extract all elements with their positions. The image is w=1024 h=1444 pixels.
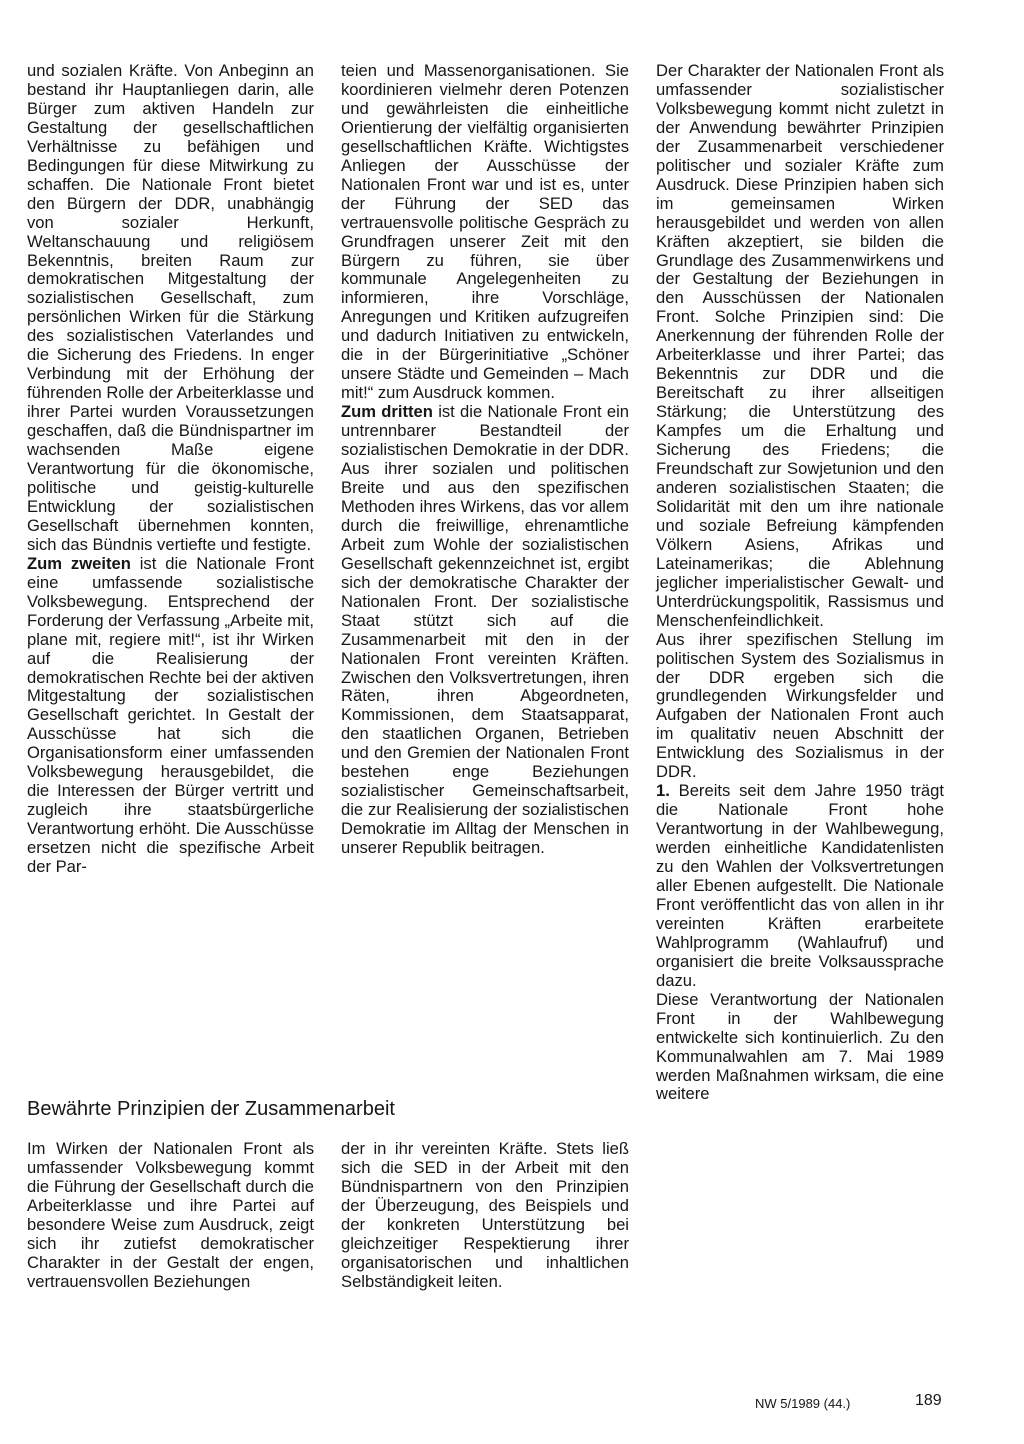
column-3 bbox=[656, 62, 944, 1104]
paragraph: Im Wirken der Nationalen Front als umfassender Volksbewegung kommt die Führung der Gesellschaft durch die Arbeiterklasse und ihre Partei auf besondere Weise zum Ausdruck, zeigt sich ihr zutiefst demokratischer Charakter in der Gestalt der engen, vertrauensvollen Beziehungen bbox=[27, 1139, 314, 1291]
column-4 bbox=[27, 1140, 314, 1292]
journal-reference: NW 5/1989 (44.) bbox=[755, 1396, 851, 1411]
bold-lead: 1. bbox=[656, 781, 670, 801]
page-number: 189 bbox=[915, 1392, 942, 1409]
column-2 bbox=[341, 62, 629, 858]
section-heading: Bewährte Prinzipien der Zusammenarbeit bbox=[27, 1098, 395, 1120]
paragraph: und sozialen Kräfte. Von Anbeginn an bestand ihr Hauptanliegen darin, alle Bürger zum aktiven Handeln zur Gestaltung der gesellschaftlichen Verhältnisse zu befähigen und Bedingungen für diese Mitwirkung zu schaffen. Die Nationale Front bietet den Bürgern der DDR, unabhängig von sozialer Herkunft, Weltanschauung und religiösem Bekenntnis, breiten Raum zur demokratischen Mitgestaltung der sozialistischen Gesellschaft, zum persönlichen Wirken für die Stärkung des sozialistischen Vaterlandes und die Sicherung des Friedens. In enger Verbindung mit der Erhöhung der führenden Rolle der Arbeiterklasse und ihrer Partei wurden Voraussetzungen geschaffen, daß die Bündnispartner im wachsenden Maße eigene Verantwortung für die ökonomische, politische und geistig-kulturelle Entwicklung der sozialistischen Gesellschaft übernehmen konnten, sich das Bündnis vertiefte und festigte. bbox=[27, 61, 314, 554]
paragraph: Zum dritten ist die Nationale Front ein untrennbarer Bestandteil der sozialistischen Demokratie in der DDR. Aus ihrer sozialen und politischen Breite und aus den spezifischen Methoden ihres Wirkens, das vor allem durch die freiwillige, ehrenamtliche Arbeit zum Wohle der sozialistischen Gesellschaft gekennzeichnet ist, ergibt sich der demokratische Charakter der Nationalen Front. Der sozialistische Staat stützt sich auf die Zusammenarbeit mit den in der Nationalen Front vereinten Kräften. Zwischen den Volksvertretungen, ihren Räten, ihren Abgeordneten, Kommissionen, dem Staatsapparat, den staatlichen Organen, Betrieben und den Gremien der Nationalen Front bestehen enge Beziehungen sozialistischer Gemeinschaftsarbeit, die zur Realisierung der sozialistischen Demokratie im Alltag der Menschen in unserer Republik beitragen. bbox=[341, 402, 629, 858]
paragraph: der in ihr vereinten Kräfte. Stets ließ sich die SED in der Arbeit mit den Bündnispartnern von den Prinzipien der Überzeugung, des Beispiels und der konkreten Unterstützung bei gleichzeitiger Respektierung ihrer organisatorischen und inhaltlichen Selbständigkeit leiten. bbox=[341, 1139, 629, 1291]
bold-lead: Zum dritten bbox=[341, 402, 433, 422]
paragraph: 1. Bereits seit dem Jahre 1950 trägt die Nationale Front hohe Verantwortung in der Wahlbewegung, werden einheitliche Kandidatenlisten zu den Wahlen der Volksvertretungen aller Ebenen aufgestellt. Die Nationale Front veröffentlicht das von allen in ihr vereinten Kräften erarbeitete Wahlprogramm (Wahlaufruf) und organisiert die breite Volksaussprache dazu. bbox=[656, 781, 944, 990]
paragraph: Diese Verantwortung der Nationalen Front in der Wahlbewegung entwickelte sich kontinuierlich. Zu den Kommunalwahlen am 7. Mai 1989 werden Maßnahmen wirksam, die eine weitere bbox=[656, 989, 944, 1104]
paragraph: Der Charakter der Nationalen Front als umfassender sozialistischer Volksbewegung kommt nicht zuletzt in der Anwendung bewährter Prinzipien der Zusammenarbeit verschiedener politischer und sozialer Kräfte zum Ausdruck. Diese Prinzipien haben sich im gemeinsamen Wirken herausgebildet und werden von allen Kräften akzeptiert, sie bilden die Grundlage des Zusammenwirkens und der Gestaltung der Beziehungen in den Ausschüssen der Nationalen Front. Solche Prinzipien sind: Die Anerkennung der führenden Rolle der Arbeiterklasse und ihrer Partei; das Bekenntnis zur DDR und die Bereitschaft zu ihrer allseitigen Stärkung; die Unterstützung des Kampfes um die Erhaltung und Sicherung des Friedens; die Freundschaft zur Sowjetunion und den anderen sozialistischen Staaten; die Solidarität mit den um ihre nationale und soziale Befreiung kämpfenden Völkern Asiens, Afrikas und Lateinamerikas; die Ablehnung jeglicher imperialistischer Gewalt- und Unterdrückungspolitik, Rassismus und Menschenfeindlichkeit. bbox=[656, 61, 944, 630]
paragraph: Zum zweiten ist die Nationale Front eine umfassende sozialistische Volksbewegung. Entsprechend der Forderung der Verfassung „Arbeite mit, plane mit, regiere mit!“, ist ihr Wirken auf die Realisierung der demokratischen Rechte bei der aktiven Mitgestaltung der sozialistischen Gesellschaft gerichtet. In Gestalt der Ausschüsse hat sich die Organisationsform einer umfassenden Volksbewegung herausgebildet, die die Interessen der Bürger vertritt und zugleich ihre staatsbürgerliche Verantwortung erhöht. Die Ausschüsse ersetzen nicht die spezifische Arbeit der Par- bbox=[27, 553, 314, 877]
bold-lead: Zum zweiten bbox=[27, 553, 131, 573]
paragraph: teien und Massenorganisationen. Sie koordinieren vielmehr deren Potenzen und gewährleisten die einheitliche Orientierung der vielfältig organisierten gesellschaftlichen Kräfte. Wichtigstes Anliegen der Ausschüsse der Nationalen Front war und ist es, unter der Führung der SED das vertrauensvolle politische Gespräch zu Grundfragen unserer Zeit mit den Bürgern zu führen, sie über kommunale Angelegenheiten zu informieren, ihre Vorschläge, Anregungen und Kritiken aufzugreifen und dadurch Initiativen zu entwickeln, die in der Bürgerinitiative „Schöner unsere Städte und Gemeinden – Mach mit!“ zum Ausdruck kommen. bbox=[341, 61, 629, 403]
column-5 bbox=[341, 1140, 629, 1292]
paragraph: Aus ihrer spezifischen Stellung im politischen System des Sozialismus in der DDR ergeben sich die grundlegenden Wirkungsfelder und Aufgaben der Nationalen Front auch im qualitativ neuen Abschnitt der Entwicklung des Sozialismus in der DDR. bbox=[656, 629, 944, 782]
column-1 bbox=[27, 62, 314, 877]
